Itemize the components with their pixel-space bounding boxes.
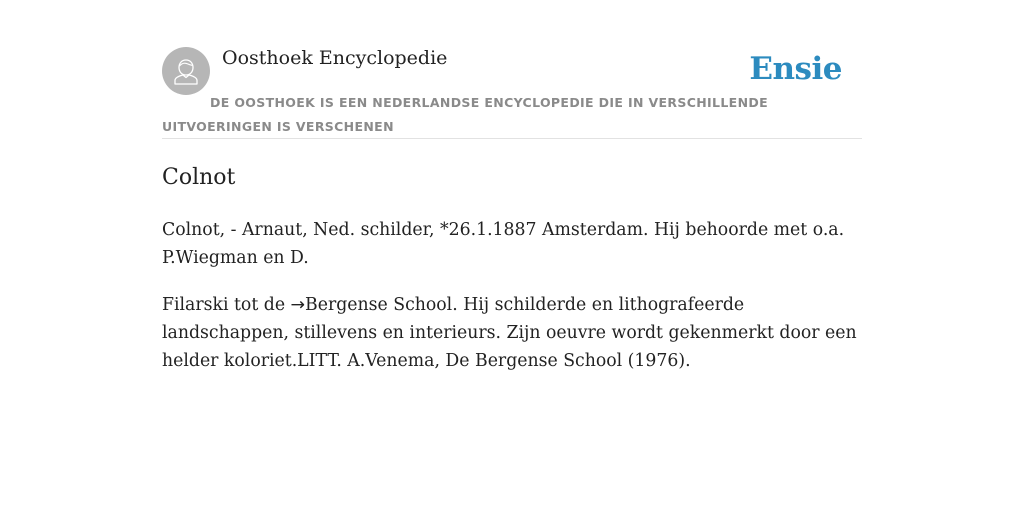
avatar[interactable] [162, 47, 210, 95]
bergense-school-link[interactable]: Bergense School [305, 295, 453, 315]
article-title: Colnot [162, 165, 236, 190]
user-silhouette-icon [162, 47, 210, 95]
header [162, 47, 862, 139]
paragraph-2-intro: Filarski tot de [162, 295, 291, 315]
article-paragraph-1: Colnot, - Arnaut, Ned. schilder, *26.1.1887 Amsterdam. Hij behoorde met o.a. P.Wiegman en D. [162, 220, 845, 268]
ensie-logo[interactable]: Ensie [749, 51, 842, 87]
article-paragraph-2 [162, 291, 862, 375]
link-arrow-icon: → [290, 295, 306, 315]
paragraph-2-rest: . Hij schilderde en lithografeerde landschappen, stillevens en interieurs. Zijn oeuvre wordt gekenmerkt door een helder koloriet.LITT. A.Venema, De Bergense School (1976). [162, 295, 857, 371]
site-title[interactable]: Oosthoek Encyclopedie [222, 47, 448, 69]
site-tagline: DE OOSTHOEK IS EEN NEDERLANDSE ENCYCLOPEDIE DIE IN VERSCHILLENDE UITVOERINGEN IS VERSCHENEN [162, 95, 768, 134]
